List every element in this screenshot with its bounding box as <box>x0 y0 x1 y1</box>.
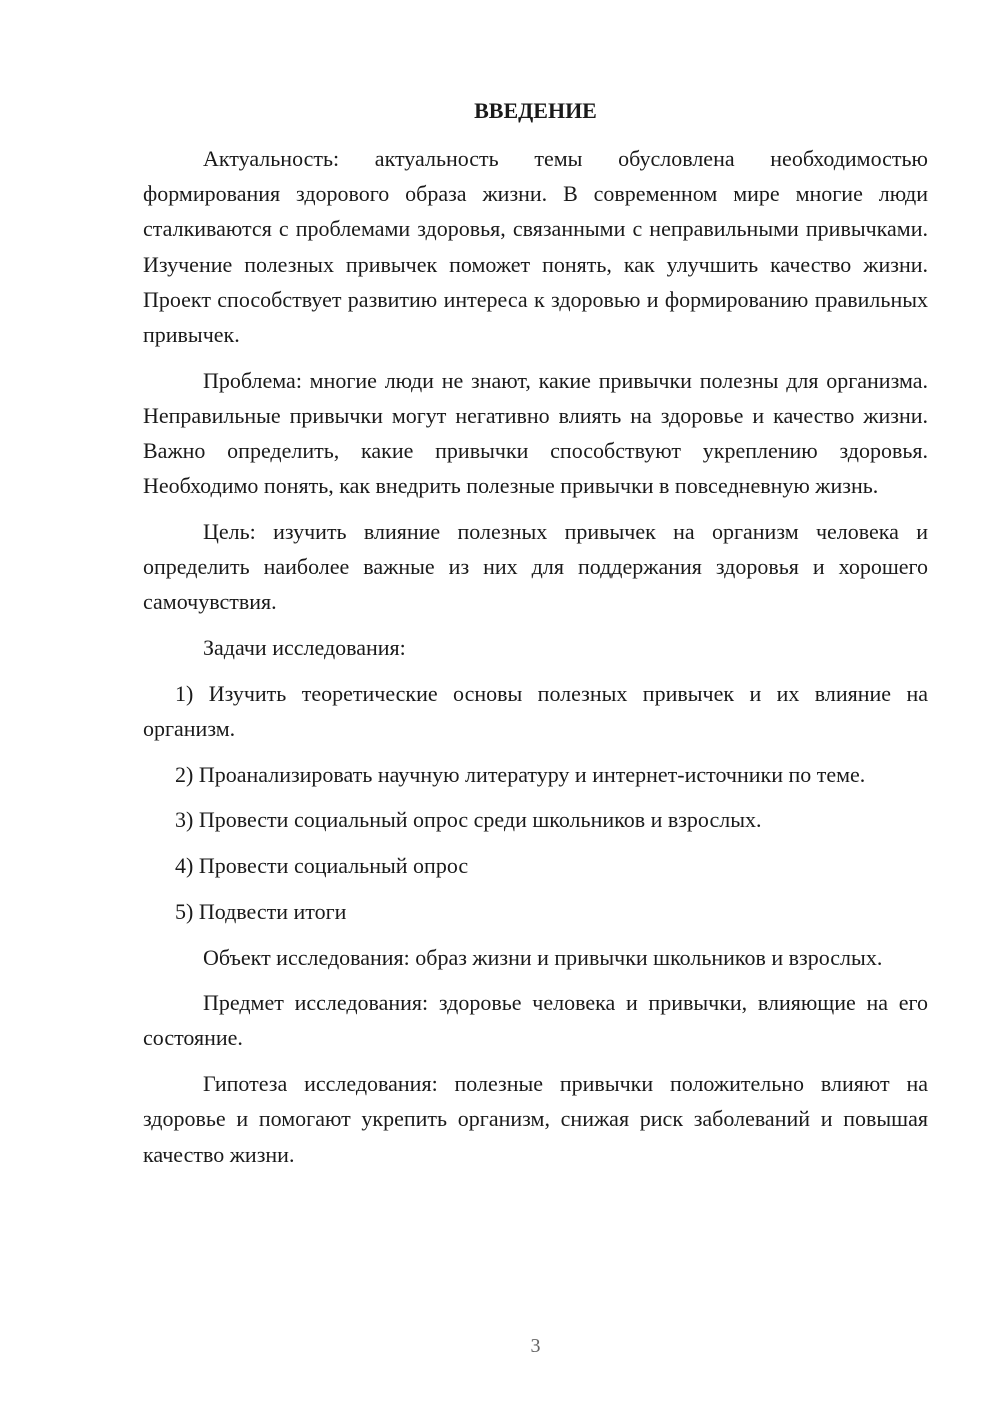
paragraph-problem: Проблема: многие люди не знают, какие привычки полезны для организма. Неправильные привычки могут негативно влиять на здоровье и качество жизни. Важно определить, какие привычки способствуют укреплению здоровья. Необходимо понять, как внедрить полезные привычки в повседневную жизнь. <box>143 367 928 499</box>
task-item: 3) Провести социальный опрос среди школьников и взрослых. <box>175 807 762 833</box>
paragraph-relevance: Актуальность: актуальность темы обусловлена необходимостью формирования здорового образа жизни. В современном мире многие люди сталкиваются с проблемами здоровья, связанными с неправильными привычками. Изучение полезных привычек поможет понять, как улучшить качество жизни. Проект способствует развитию интереса к здоровью и формированию правильных привычек. <box>143 146 928 348</box>
task-item: 1) Изучить теоретические основы полезных привычек и их влияние на организм. <box>143 680 928 742</box>
document-body <box>143 141 928 1182</box>
tasks-heading: Задачи исследования: <box>203 635 406 661</box>
paragraph-goal: Цель: изучить влияние полезных привычек на организм человека и определить наиболее важные из них для поддержания здоровья и хорошего самочувствия. <box>143 519 928 615</box>
page-title: ВВЕДЕНИЕ <box>474 98 597 123</box>
task-item: 2) Проанализировать научную литературу и интернет-источники по теме. <box>175 761 866 787</box>
paragraph-subject: Предмет исследования: здоровье человека и привычки, влияющие на его состояние. <box>143 990 928 1051</box>
paragraph-hypothesis: Гипотеза исследования: полезные привычки положительно влияют на здоровье и помогают укрепить организм, снижая риск заболеваний и повышая качество жизни. <box>143 1071 928 1167</box>
paragraph-object: Объект исследования: образ жизни и привычки школьников и взрослых. <box>203 944 883 970</box>
document-page <box>143 0 928 1414</box>
task-item: 4) Провести социальный опрос <box>175 853 469 879</box>
page-number: 3 <box>530 1335 541 1357</box>
task-item: 5) Подвести итоги <box>175 898 347 924</box>
